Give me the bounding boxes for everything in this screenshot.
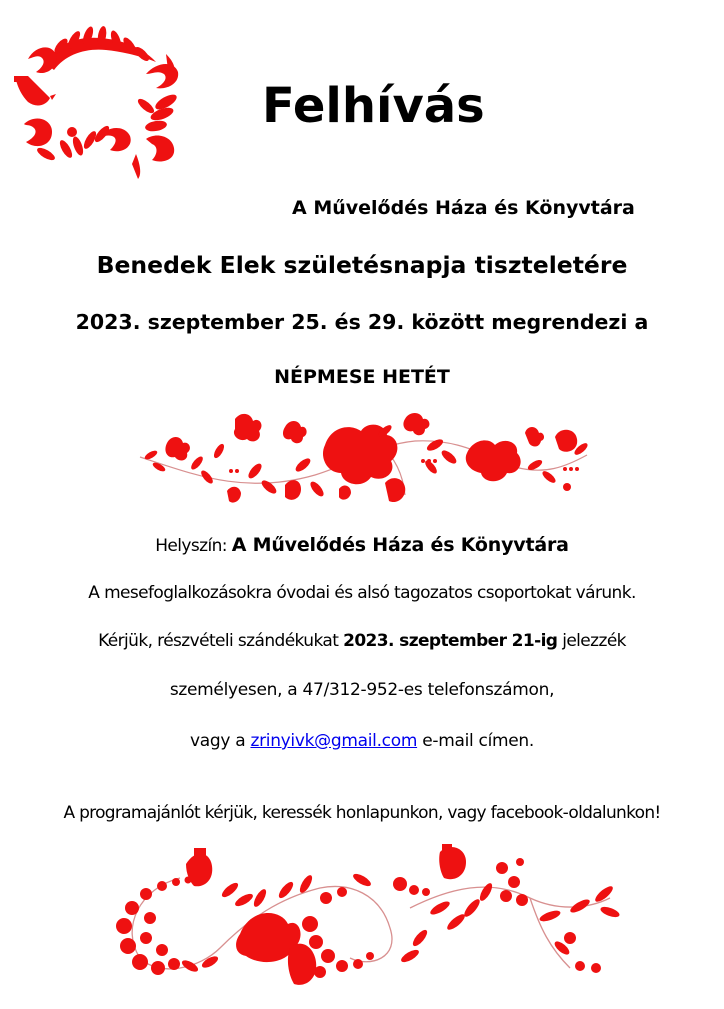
rsvp-line [0, 631, 724, 651]
event-name: NÉPMESE HETÉT [274, 366, 450, 388]
folk-wreath-ornament [6, 14, 186, 179]
location-value: A Művelődés Háza és Könyvtára [231, 534, 569, 556]
page-title: Felhívás [262, 78, 485, 134]
rsvp-suffix: jelezzék [562, 631, 626, 651]
rsvp-prefix: Kérjük, részvételi szándékukat [98, 631, 339, 651]
folk-bird-berry-ornament [110, 838, 626, 998]
email-suffix: e-mail címen. [422, 731, 534, 751]
email-link[interactable]: zrinyivk@gmail.com [250, 731, 418, 751]
email-line [0, 731, 724, 751]
location-label: Helyszín: [155, 536, 227, 556]
organizer-line: A Művelődés Háza és Könyvtára [292, 197, 635, 219]
closing-line: A programajánlót kérjük, keressék honlapunkon, vagy facebook-oldalunkon! [63, 803, 661, 823]
dates-line: 2023. szeptember 25. és 29. között megrendezi a [75, 310, 649, 334]
phone-line: személyesen, a 47/312-952-es telefonszámon, [169, 680, 555, 700]
honor-line: Benedek Elek születésnapja tiszteletére [96, 251, 628, 279]
folk-floral-vine-ornament [135, 405, 591, 509]
location-line [0, 534, 724, 556]
invite-line: A mesefoglalkozásokra óvodai és alsó tagozatos csoportokat várunk. [88, 583, 636, 603]
email-prefix: vagy a [189, 731, 246, 751]
rsvp-deadline: 2023. szeptember 21-ig [343, 631, 558, 651]
